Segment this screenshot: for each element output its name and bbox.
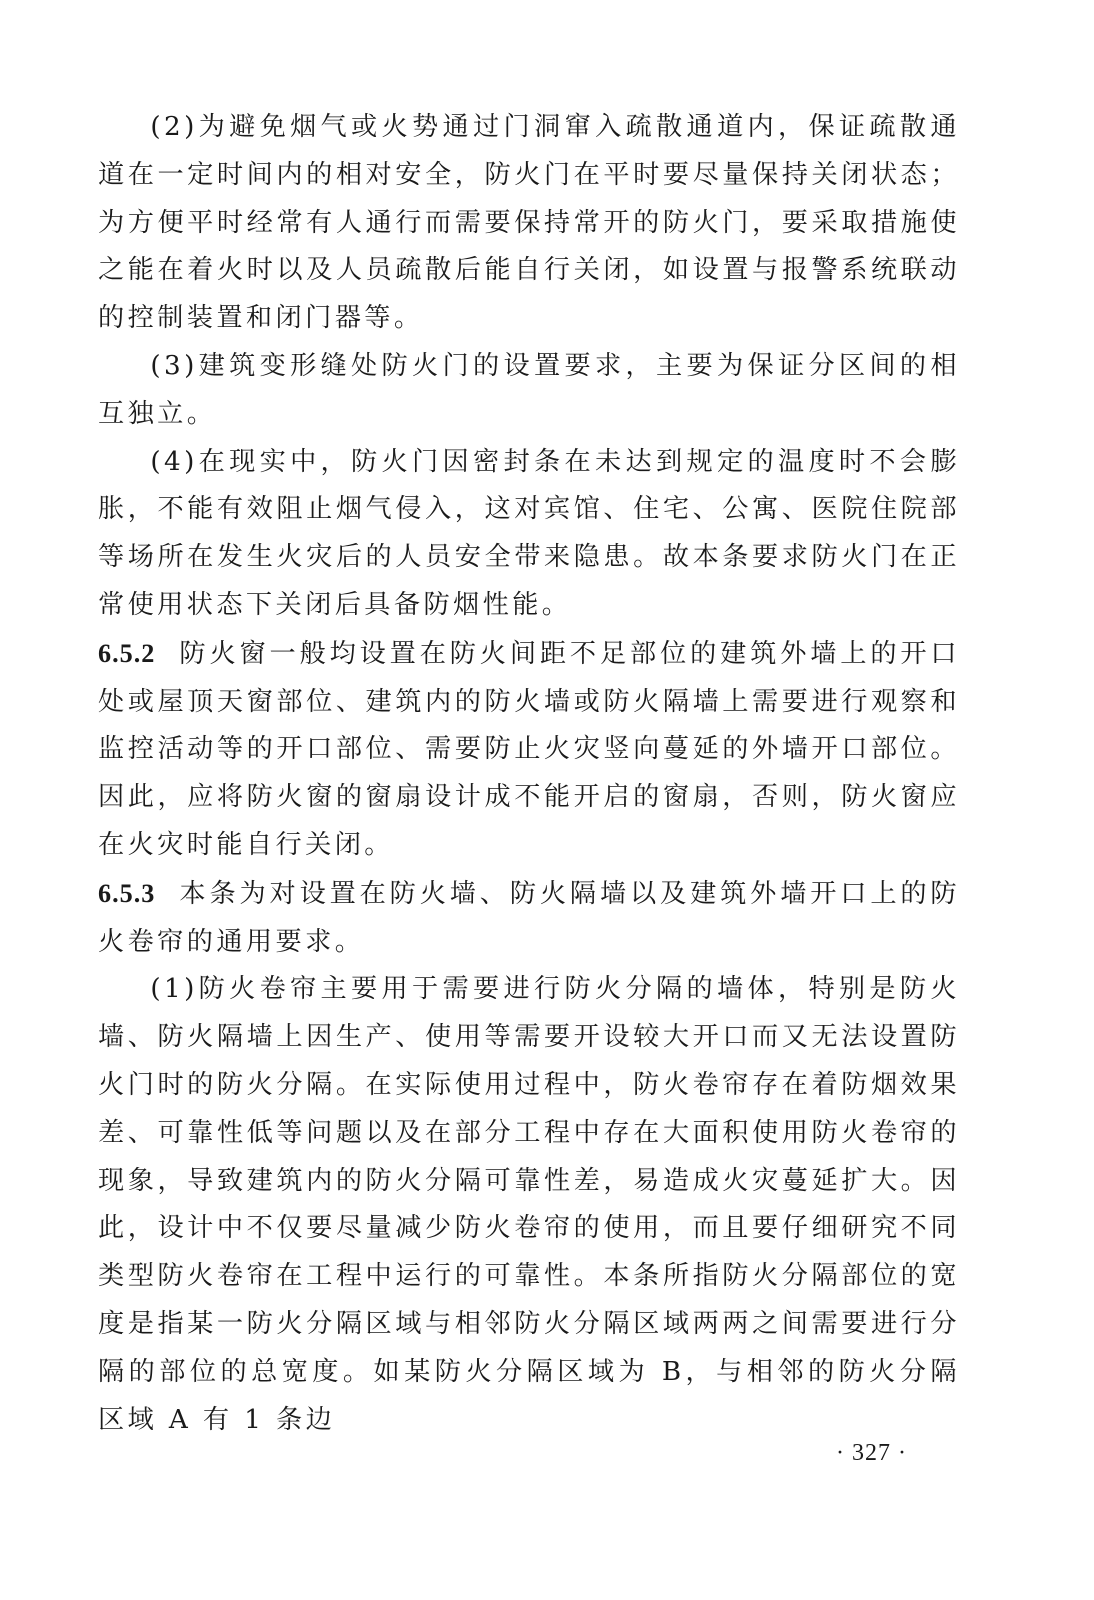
page-number: · 327 · bbox=[836, 1440, 907, 1466]
clause-number: 6.5.2 bbox=[98, 638, 156, 668]
clause-number: 6.5.3 bbox=[98, 878, 156, 908]
paragraph-fire-shutter: (1)防火卷帘主要用于需要进行防火分隔的墙体，特别是防火墙、防火隔墙上因生产、使用等需要开设较大开口而又无法设置防火门时的防火分隔。在实际使用过程中，防火卷帘存在着防烟效果差、可靠性低等问题以及在部分工程中存在大面积使用防火卷帘的现象，导致建筑内的防火分隔可靠性差，易造成火灾蔓延扩大。因此，设计中不仅要尽量减少防火卷帘的使用，而且要仔细研究不同类型防火卷帘在工程中运行的可靠性。本条所指防火分隔部位的宽度是指某一防火分隔区域与相邻防火分隔区域两两之间需要进行分隔的部位的总宽度。如某防火分隔区域为 B，与相邻的防火分隔区域 A 有 1 条边 bbox=[98, 974, 960, 1435]
paragraph-smoke-seal: (4)在现实中，防火门因密封条在未达到规定的温度时不会膨胀，不能有效阻止烟气侵入，这对宾馆、住宅、公寓、医院住院部等场所在发生火灾后的人员安全带来隐患。故本条要求防火门在正常使用状态下关闭后具备防烟性能。 bbox=[98, 446, 960, 620]
clause-text: 防火窗一般均设置在防火间距不足部位的建筑外墙上的开口处或屋顶天窗部位、建筑内的防火墙或防火隔墙上需要进行观察和监控活动等的开口部位、需要防止火灾竖向蔓延的外墙开口部位。因此，应将防火窗的窗扇设计成不能开启的窗扇，否则，防火窗应在火灾时能自行关闭。 bbox=[98, 638, 960, 860]
paragraph-deformation-joint: (3)建筑变形缝处防火门的设置要求，主要为保证分区间的相互独立。 bbox=[98, 350, 960, 429]
paragraph-door-closing: (2)为避免烟气或火势通过门洞窜入疏散通道内，保证疏散通道在一定时间内的相对安全，防火门在平时要尽量保持关闭状态；为方便平时经常有人通行而需要保持常开的防火门，要采取措施使之能在着火时以及人员疏散后能自行关闭，如设置与报警系统联动的控制装置和闭门器等。 bbox=[98, 112, 960, 334]
clause-6-5-3 bbox=[98, 870, 960, 967]
clause-6-5-2 bbox=[98, 630, 960, 870]
clause-text: 本条为对设置在防火墙、防火隔墙以及建筑外墙开口上的防火卷帘的通用要求。 bbox=[98, 878, 960, 957]
page-body bbox=[98, 104, 960, 1444]
